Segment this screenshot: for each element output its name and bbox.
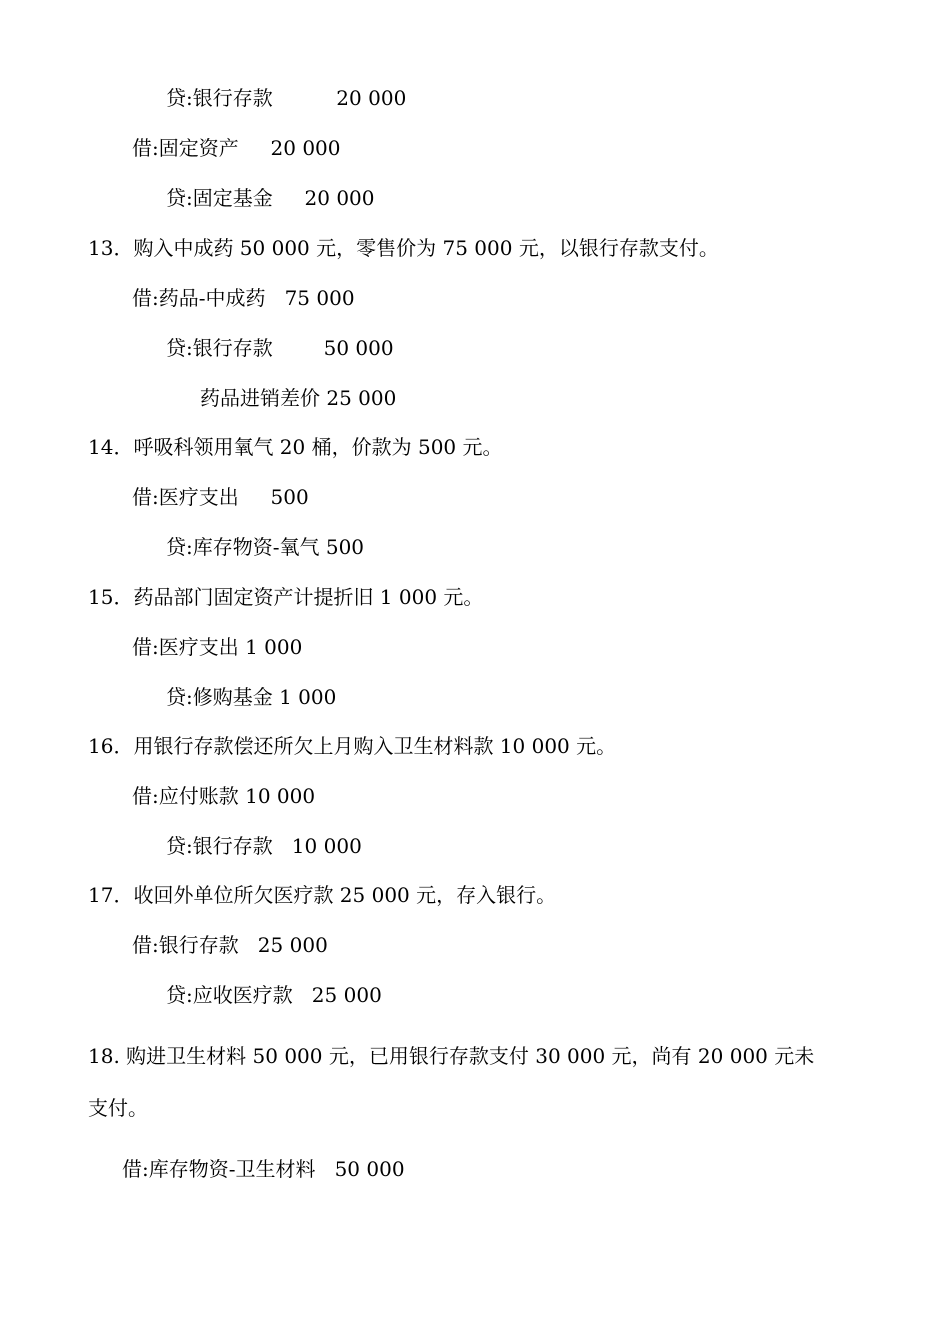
entry-credit-fixed-fund: 贷:固定基金 20 000 — [166, 186, 375, 210]
question-18: 18. 购进卫生材料 50 000 元，已用银行存款支付 30 000 元，尚有 20 000 元未 — [88, 1044, 815, 1068]
entry-credit-bank-deposit: 贷:银行存款 20 000 — [166, 86, 407, 110]
entry-debit-medical-expense: 借:医疗支出 500 — [132, 485, 309, 509]
entry-debit-medicine: 借:药品-中成药 75 000 — [132, 286, 355, 310]
entry-credit-inventory-oxygen: 贷:库存物资-氧气 500 — [166, 535, 365, 559]
entry-credit-repair-fund: 贷:修购基金 1 000 — [166, 685, 337, 709]
entry-credit-bank-deposit: 贷:银行存款 10 000 — [166, 834, 362, 858]
question-13: 13．购入中成药 50 000 元，零售价为 75 000 元，以银行存款支付。 — [88, 236, 719, 260]
question-18-continuation: 支付。 — [88, 1096, 148, 1120]
entry-credit-bank-deposit: 贷:银行存款 50 000 — [166, 336, 394, 360]
question-17: 17．收回外单位所欠医疗款 25 000 元，存入银行。 — [88, 883, 557, 907]
question-15: 15．药品部门固定资产计提折旧 1 000 元。 — [88, 585, 484, 609]
question-16: 16．用银行存款偿还所欠上月购入卫生材料款 10 000 元。 — [88, 734, 617, 758]
entry-credit-medical-receivable: 贷:应收医疗款 25 000 — [166, 983, 382, 1007]
entry-debit-inventory-hygiene-materials: 借:库存物资-卫生材料 50 000 — [122, 1157, 405, 1181]
entry-debit-bank-deposit: 借:银行存款 25 000 — [132, 933, 328, 957]
question-14: 14．呼吸科领用氧气 20 桶，价款为 500 元。 — [88, 435, 503, 459]
entry-debit-accounts-payable: 借:应付账款 10 000 — [132, 784, 316, 808]
entry-credit-price-difference: 药品进销差价 25 000 — [200, 386, 397, 410]
entry-debit-medical-expense: 借:医疗支出 1 000 — [132, 635, 303, 659]
entry-debit-fixed-assets: 借:固定资产 20 000 — [132, 136, 341, 160]
